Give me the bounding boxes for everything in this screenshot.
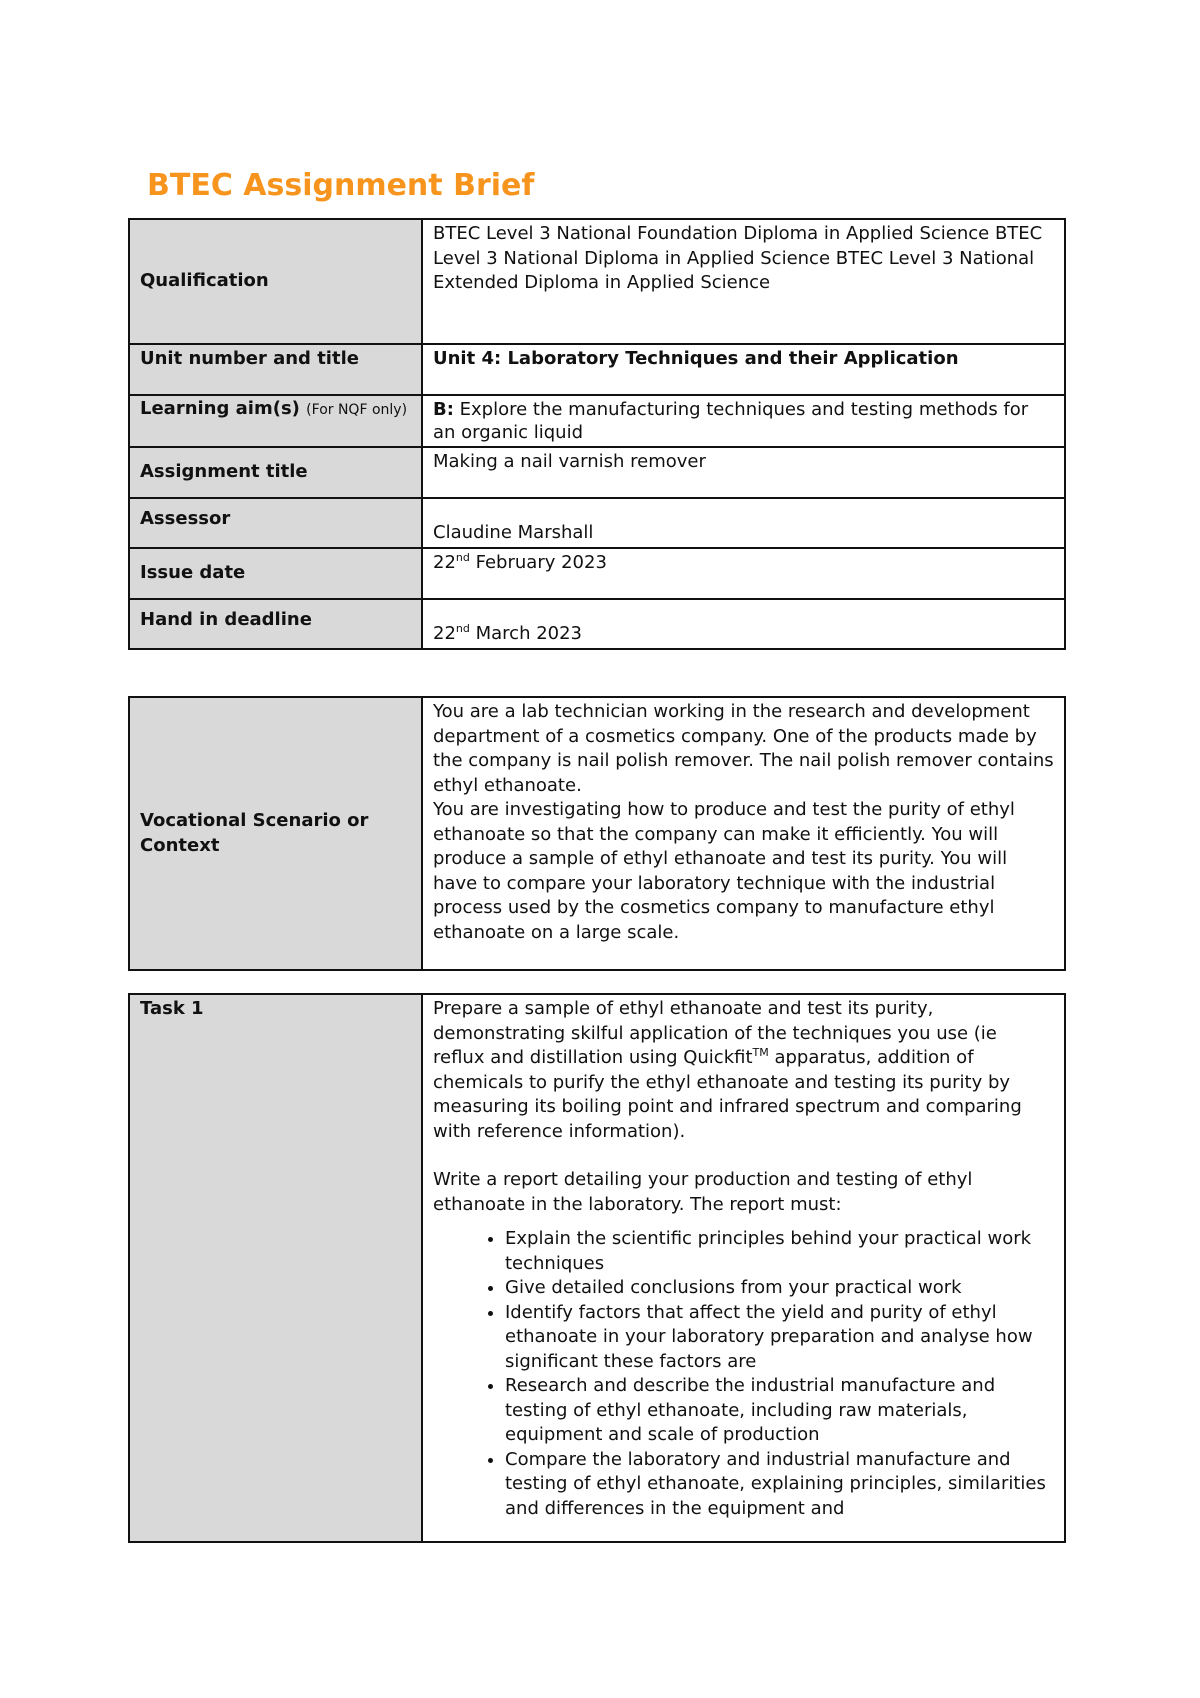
issue-day: 22: [433, 552, 456, 573]
aim-value: Explore the manufacturing techniques and testing methods for an organic liquid: [433, 399, 1029, 443]
trademark: TM: [752, 1046, 769, 1059]
list-item: • Research and describe the industrial manufacture and testing of ethyl ethanoate, including raw materials, equipment and scale of production: [505, 1374, 1054, 1448]
scenario-label: Vocational Scenario or Context: [129, 697, 422, 970]
issue-label: Issue date: [129, 548, 422, 599]
list-item: • Compare the laboratory and industrial manufacture and testing of ethyl ethanoate, explaining principles, similarities and differences in the equipment and: [505, 1448, 1054, 1522]
list-item: • Identify factors that affect the yield and purity of ethyl ethanoate in your laboratory preparation and analyse how significant these factors are: [505, 1301, 1054, 1375]
page-title: BTEC Assignment Brief: [147, 168, 535, 203]
aim-prefix: B:: [433, 399, 454, 420]
scenario-text: [422, 697, 1065, 970]
deadline-suffix: nd: [455, 621, 470, 635]
task-text: [422, 994, 1065, 1542]
deadline-day: 22: [433, 622, 456, 644]
unit-label: Unit number and title: [129, 344, 422, 395]
qualification-value: BTEC Level 3 National Foundation Diploma in Applied Science BTEC Level 3 National Diploma in Applied Science BTEC Level 3 National Extended Diploma in Applied Science: [422, 219, 1065, 344]
deadline-label: Hand in deadline: [129, 599, 422, 649]
deadline-value: [422, 599, 1065, 649]
task-paragraph: Write a report detailing your production and testing of ethyl ethanoate in the laboratory. The report must:: [433, 1169, 973, 1215]
list-item: • Give detailed conclusions from your practical work: [505, 1276, 1054, 1301]
aim-note: (For NQF only): [306, 402, 408, 418]
aim-label-cell: [129, 395, 422, 447]
deadline-rest: March 2023: [475, 622, 583, 644]
task-requirements-list: [433, 1227, 1054, 1521]
assessor-label: Assessor: [129, 498, 422, 548]
scenario-paragraph: You are investigating how to produce and test the purity of ethyl ethanoate so that the company can make it efficiently. You will produce a sample of ethyl ethanoate and test its purity. You will have to compare your laboratory technique with the industrial process used by the cosmetics company to manufacture ethyl ethanoate on a large scale.: [433, 799, 1015, 943]
task-label: Task 1: [129, 994, 422, 1542]
aim-value-cell: [422, 395, 1065, 447]
scenario-paragraph: You are a lab technician working in the research and development department of a cosmetics company. One of the products made by the company is nail polish remover. The nail polish remover contains ethyl ethanoate.: [433, 701, 1054, 796]
assignment-label: Assignment title: [129, 447, 422, 498]
task-paragraph: [433, 997, 1054, 1144]
brief-table: [128, 218, 1066, 650]
issue-value: [422, 548, 1065, 599]
aim-label: Learning aim(s): [140, 398, 300, 419]
qualification-label: Qualification: [129, 219, 422, 344]
unit-value: Unit 4: Laboratory Techniques and their Application: [422, 344, 1065, 395]
task-table: [128, 993, 1066, 1543]
scenario-table: [128, 696, 1066, 971]
task-text-part: Prepare a sample of ethyl ethanoate and test its purity, demonstrating skilful application of the techniques you use (ie reflux and distillation using Quickfit: [433, 998, 997, 1068]
assessor-value: Claudine Marshall: [422, 498, 1065, 548]
assignment-value: Making a nail varnish remover: [422, 447, 1065, 498]
issue-rest: February 2023: [475, 552, 607, 573]
task-text-part: apparatus, addition of chemicals to purify the ethyl ethanoate and testing its purity by measuring its boiling point and infrared spectrum and comparing with reference information).: [433, 1047, 1022, 1142]
issue-suffix: nd: [455, 551, 470, 564]
list-item: • Explain the scientific principles behind your practical work techniques: [505, 1227, 1054, 1276]
